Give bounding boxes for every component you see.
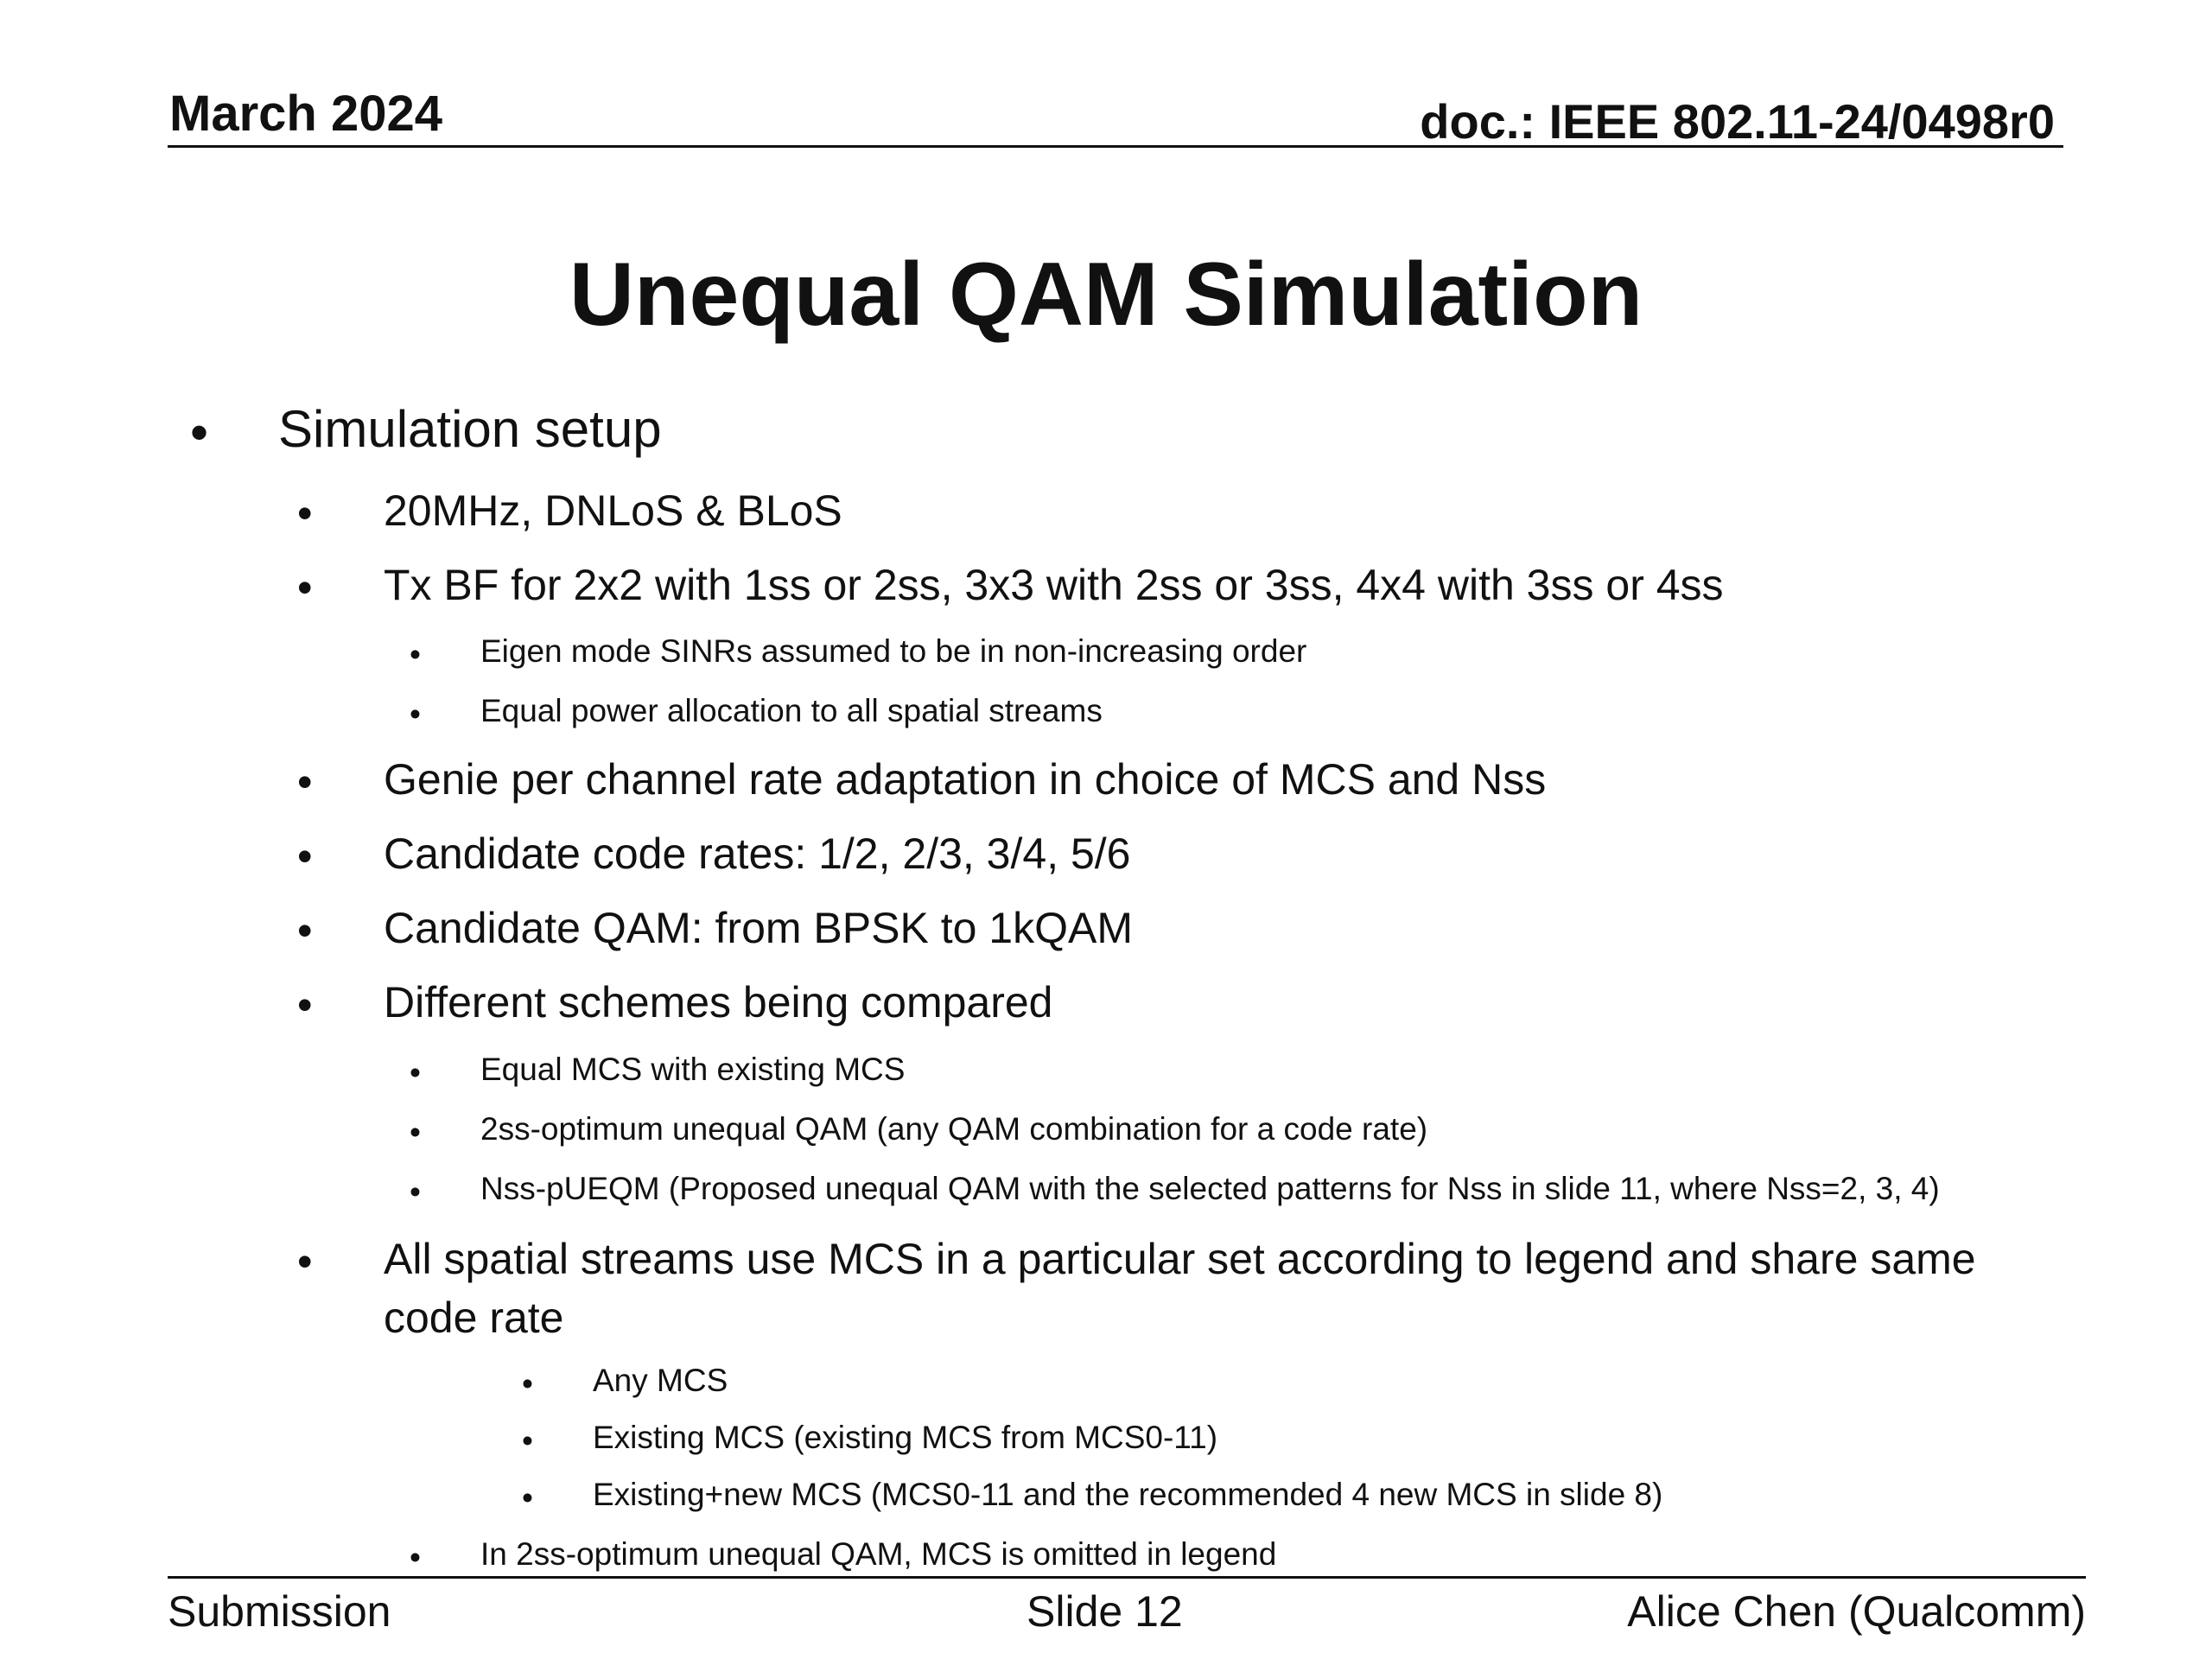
bullet-dot: • <box>410 1055 421 1090</box>
bullet-dot: • <box>522 1366 533 1402</box>
bullet-dot: • <box>410 1115 421 1150</box>
bullet-candidate-qam: Candidate QAM: from BPSK to 1kQAM <box>384 904 1133 952</box>
bullet-dot: • <box>410 1540 421 1575</box>
bullet-dot: • <box>410 1174 421 1210</box>
bullet-eigen-mode: Eigen mode SINRs assumed to be in non-increasing order <box>480 633 1307 669</box>
bullet-2ss-optimum: 2ss-optimum unequal QAM (any QAM combination for a code rate) <box>480 1111 1428 1147</box>
bullet-spatial-streams-line1: All spatial streams use MCS in a particular set according to legend and share same <box>384 1235 1976 1283</box>
bullet-nss-puueqm: Nss-pUEQM (Proposed unequal QAM with the selected patterns for Nss in slide 11, where Nss=2, 3, 4) <box>480 1171 1940 1206</box>
bullet-genie-rate-adaptation: Genie per channel rate adaptation in choice of MCS and Nss <box>384 755 1547 804</box>
bullet-dot: • <box>522 1423 533 1459</box>
bullet-dot: • <box>190 404 209 461</box>
slide-title: Unequal QAM Simulation <box>569 245 1643 345</box>
bullet-any-mcs: Any MCS <box>593 1363 728 1398</box>
bullet-tx-bf: Tx BF for 2x2 with 1ss or 2ss, 3x3 with 2ss or 3ss, 4x4 with 3ss or 4ss <box>384 561 1724 609</box>
bullet-dot: • <box>297 981 313 1029</box>
bullet-equal-power: Equal power allocation to all spatial streams <box>480 693 1103 728</box>
header-date: March 2024 <box>169 86 442 142</box>
bullet-dot: • <box>297 832 313 880</box>
footer-submission: Submission <box>168 1587 391 1636</box>
bullet-existing-new-mcs: Existing+new MCS (MCS0-11 and the recommended 4 new MCS in slide 8) <box>593 1477 1663 1512</box>
header-doc-number: doc.: IEEE 802.11-24/0498r0 <box>1420 94 2055 149</box>
bullet-dot: • <box>522 1480 533 1516</box>
bullet-dot: • <box>297 1237 313 1286</box>
bullet-dot: • <box>297 489 313 537</box>
header-divider <box>168 145 2063 148</box>
footer-divider <box>168 1576 2086 1579</box>
bullet-dot: • <box>297 563 313 612</box>
bullet-code-rates: Candidate code rates: 1/2, 2/3, 3/4, 5/6 <box>384 830 1131 878</box>
bullet-dot: • <box>410 696 421 732</box>
bullet-existing-mcs: Existing MCS (existing MCS from MCS0-11) <box>593 1420 1218 1455</box>
bullet-dot: • <box>297 758 313 806</box>
bullet-mcs-omitted: In 2ss-optimum unequal QAM, MCS is omitted in legend <box>480 1536 1277 1572</box>
bullet-spatial-streams-line2: code rate <box>384 1294 564 1342</box>
bullet-dot: • <box>297 906 313 955</box>
bullet-dot: • <box>410 637 421 672</box>
footer-author: Alice Chen (Qualcomm) <box>1627 1587 2086 1636</box>
bullet-equal-mcs: Equal MCS with existing MCS <box>480 1052 906 1087</box>
bullet-simulation-setup: Simulation setup <box>278 400 662 458</box>
bullet-schemes-compared: Different schemes being compared <box>384 978 1053 1027</box>
footer-slide-number: Slide 12 <box>1027 1587 1183 1636</box>
bullet-bandwidth-channel: 20MHz, DNLoS & BLoS <box>384 486 842 535</box>
